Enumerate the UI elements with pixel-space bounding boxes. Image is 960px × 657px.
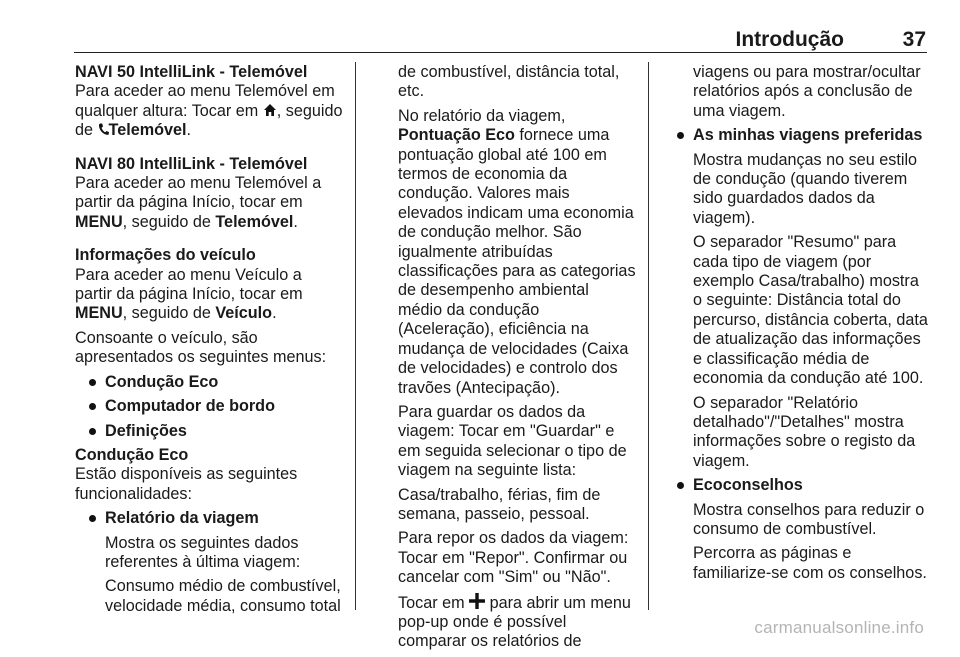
trips-text-2: O separador "Resumo" para cada tipo de viagem (por exemplo Casa/trabalho) mostra o seguinte: Distância total do percurso, distância coberta, data de atualização das informações e classificação média de economia da condução até 100. [693,233,928,388]
col2-paragraph-3: Para guardar os dados da viagem: Tocar em "Guardar" e em seguida selecionar o tipo de viagem na seguinte lista: [398,402,627,480]
menus-intro: Consoante o veículo, são apresentados os seguintes menus: [75,328,327,367]
header-rule [74,52,927,53]
report-item: Relatório da viagem [75,509,343,528]
bullet-icon [89,379,96,386]
column-2 [398,63,636,657]
watermark: carmanualsonline.info [754,617,924,637]
favourite-trips-item: As minhas viagens preferidas [693,126,929,145]
col3-paragraph-1: viagens ou para mostrar/ocultar relatórios após a conclusão de uma viagem. [693,63,921,120]
menu-item-trip-computer: Computador de bordo [75,397,343,416]
eco-heading: Condução Eco [75,445,189,464]
navi80-heading: NAVI 80 IntelliLink - Telemóvel [75,154,308,173]
col2-paragraph-6: Tocar em para abrir um menu pop-up onde é possível comparar os relatórios de [398,593,631,651]
page-number: 37 [902,28,926,51]
page-title: Introdução [735,28,844,51]
eco-tips-item: Ecoconselhos [693,476,929,495]
home-icon [263,103,277,117]
vehicle-heading: Informações do veículo [75,246,256,265]
bullet-icon [89,428,96,435]
bullet-icon [677,132,684,139]
bullet-icon [89,403,96,410]
vehicle-paragraph: Para aceder ao menu Veículo a partir da página Início, tocar em MENU, seguido de Veículo. [75,265,303,323]
menu-item-settings: Definições [75,422,343,441]
report-text-2: Consumo médio de combustível, velocidade média, consumo total [105,577,341,615]
tips-text-1: Mostra conselhos para reduzir o consumo de combustível. [693,500,925,538]
navi50-paragraph: Para aceder ao menu Telemóvel em qualquer altura: Tocar em , seguido de Telemóvel. [75,82,343,140]
bullet-icon [677,482,684,489]
tips-text-2: Percorra as páginas e familiarize-se com os conselhos. [693,544,927,582]
trips-text-1: Mostra mudanças no seu estilo de condução (quando tiverem sido guardados dados da viagem). [693,150,918,227]
col2-paragraph-4: Casa/trabalho, férias, fim de semana, passeio, pessoal. [398,485,601,523]
plus-icon [469,593,485,609]
col2-paragraph-1: de combustível, distância total, etc. [398,63,620,101]
trips-text-3: O separador "Relatório detalhado"/"Detalhes" mostra informações sobre o registo da viagem. [693,393,916,470]
phone-icon [98,123,109,136]
column-divider-1 [355,62,356,610]
eco-paragraph: Estão disponíveis as seguintes funcionalidades: [75,465,298,503]
column-divider-2 [648,62,649,610]
report-text-1: Mostra os seguintes dados referentes à última viagem: [105,533,301,571]
col2-paragraph-5: Para repor os dados da viagem: Tocar em "Repor". Confirmar ou cancelar com "Sim" ou "Não". [398,529,629,587]
column-3 [693,63,929,588]
navi80-paragraph: Para aceder ao menu Telemóvel a partir da página Início, tocar em MENU, seguido de Telemóvel. [75,174,322,231]
menu-item-eco: Condução Eco [75,373,343,392]
column-1 [75,63,343,621]
bullet-icon [89,515,96,522]
navi50-heading: NAVI 50 IntelliLink - Telemóvel [75,63,308,81]
col2-paragraph-2: No relatório da viagem, Pontuação Eco fornece uma pontuação global até 100 em termos de economia da condução. Valores mais elevados indicam uma economia de condução melhor. São igualmente atribuídas classificações para as categorias de desempenho ambiental médio da condução (Aceleração), eficiência na mudança de velocidades (Caixa de velocidades) e controlo dos travões (Antecipação). [398,106,636,397]
